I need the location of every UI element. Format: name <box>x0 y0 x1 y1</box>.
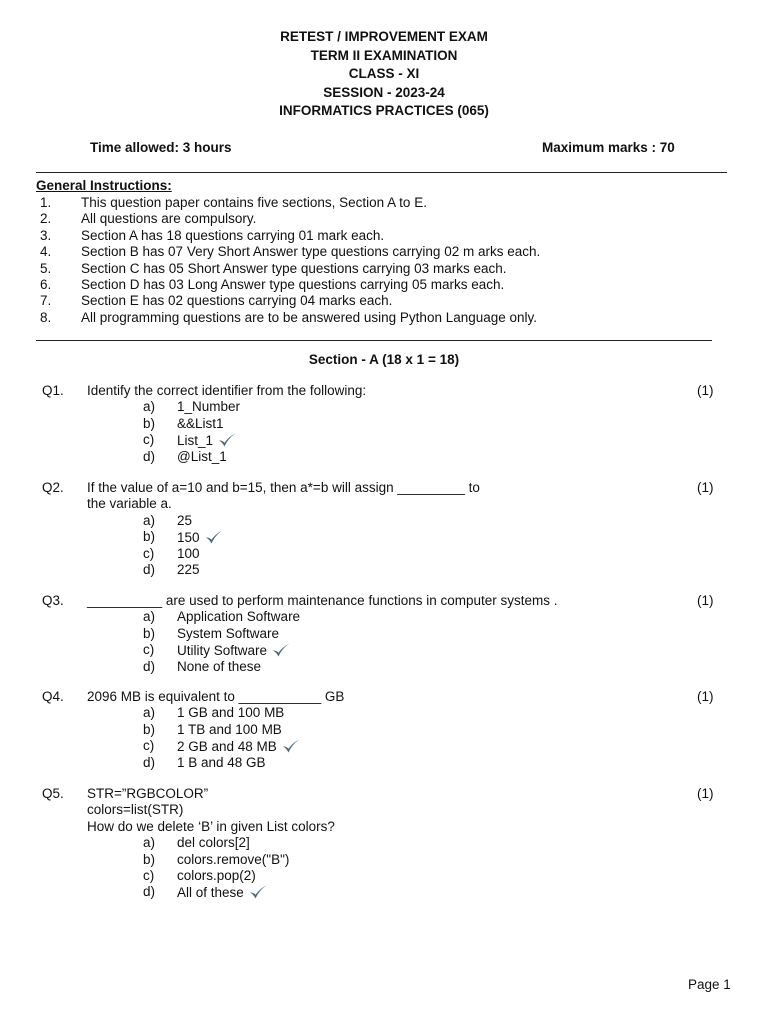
option-label: a) <box>143 512 156 528</box>
option-text: Utility Software <box>177 643 268 659</box>
maximum-marks: Maximum marks : 70 <box>542 140 675 155</box>
option <box>177 562 200 578</box>
option-label: d) <box>143 884 156 900</box>
instruction-number: 7. <box>40 293 52 309</box>
instruction-item <box>40 244 740 260</box>
option <box>177 755 266 771</box>
option-label: b) <box>143 529 156 545</box>
option-label: a) <box>143 609 156 625</box>
option-label: d) <box>143 448 156 464</box>
option-label: c) <box>143 738 155 754</box>
option <box>177 546 200 562</box>
exam-title: RETEST / IMPROVEMENT EXAM <box>280 29 488 44</box>
correct-answer-check-icon <box>248 884 268 900</box>
option <box>177 738 301 755</box>
instruction-text: Section D has 03 Long Answer type questions carrying 05 marks each. <box>81 276 505 292</box>
option-text: 1 GB and 100 MB <box>177 705 285 721</box>
option-text: 25 <box>177 512 193 528</box>
time-allowed: Time allowed: 3 hours <box>90 140 232 155</box>
question-text: If the value of a=10 and b=15, then a*=b will assign _________ to <box>87 480 480 495</box>
instruction-number: 3. <box>40 227 52 243</box>
option <box>177 432 237 449</box>
option <box>177 642 291 659</box>
question-marks: (1) <box>697 593 714 608</box>
question-number: Q5. <box>42 786 64 801</box>
option-label: b) <box>143 625 156 641</box>
option-label: d) <box>143 562 156 577</box>
instruction-item <box>40 293 740 309</box>
option-label: b) <box>143 851 156 867</box>
instructions-title: General Instructions: <box>36 178 172 193</box>
question-marks: (1) <box>697 480 714 495</box>
option <box>177 626 279 642</box>
option-text: colors.remove("B") <box>177 851 290 867</box>
option-text: System Software <box>177 625 280 641</box>
exam-subject: INFORMATICS PRACTICES (065) <box>279 103 489 119</box>
exam-session: SESSION - 2023-24 <box>323 84 445 100</box>
option-text: @List_1 <box>177 448 227 464</box>
instruction-text: All questions are compulsory. <box>81 211 257 227</box>
section-a-title: Section - A (18 x 1 = 18) <box>308 352 460 367</box>
correct-answer-check-icon <box>204 529 224 545</box>
option-label: b) <box>143 415 156 431</box>
option <box>177 884 268 901</box>
option-label: d) <box>143 754 156 770</box>
question-number: Q4. <box>42 689 64 704</box>
option <box>177 416 224 432</box>
option-label: d) <box>143 658 156 674</box>
exam-term: TERM II EXAMINATION <box>310 47 458 63</box>
instruction-text: Section A has 18 questions carrying 01 mark each. <box>81 227 385 243</box>
instructions-divider <box>36 340 712 341</box>
instruction-number: 5. <box>40 260 52 276</box>
option <box>177 835 250 851</box>
option-text: colors.pop(2) <box>177 868 256 883</box>
option <box>177 513 192 529</box>
question-marks: (1) <box>697 383 714 398</box>
option-label: c) <box>143 868 155 883</box>
instructions-list <box>40 195 740 326</box>
correct-answer-check-icon <box>271 642 291 658</box>
option-text: 100 <box>177 545 200 561</box>
option-text: 150 <box>177 530 200 546</box>
instruction-item <box>40 228 740 244</box>
instruction-item <box>40 310 740 326</box>
option-text: &&List1 <box>177 415 224 431</box>
question-number: Q1. <box>42 383 64 398</box>
option-label: a) <box>143 399 156 415</box>
option-text: All of these <box>177 885 244 901</box>
instruction-number: 4. <box>40 244 52 260</box>
question-text: STR=”RGBCOLOR” <box>87 786 209 801</box>
option <box>177 722 282 738</box>
option-text: 1_Number <box>177 399 241 415</box>
instruction-number: 2. <box>40 211 52 227</box>
option <box>177 529 224 546</box>
instruction-text: Section B has 07 Very Short Answer type questions carrying 02 m arks each. <box>81 244 541 260</box>
option <box>177 399 240 415</box>
question-text: Identify the correct identifier from the following: <box>87 383 367 398</box>
question-text: How do we delete ‘B’ in given List colors? <box>87 818 335 834</box>
correct-answer-check-icon <box>217 432 237 448</box>
instruction-item <box>40 277 740 293</box>
exam-class: CLASS - XI <box>348 66 420 82</box>
option-label: b) <box>143 721 156 737</box>
option-label: c) <box>143 642 155 658</box>
question-text: 2096 MB is equivalent to ___________ GB <box>87 689 345 704</box>
header-divider <box>36 172 727 173</box>
option <box>177 852 289 868</box>
correct-answer-check-icon <box>281 738 301 754</box>
question-marks: (1) <box>697 786 714 801</box>
option-label: a) <box>143 835 156 851</box>
question-marks: (1) <box>697 689 714 704</box>
option-text: 2 GB and 48 MB <box>177 739 277 755</box>
page-number: Page 1 <box>688 977 731 992</box>
instruction-item <box>40 261 740 277</box>
question-number: Q2. <box>42 480 64 495</box>
option-label: c) <box>143 545 155 561</box>
instruction-item <box>40 195 740 211</box>
option <box>177 868 256 884</box>
option-label: a) <box>143 705 156 721</box>
option-text: Application Software <box>177 609 301 625</box>
question-text: the variable a. <box>87 496 172 512</box>
option-label: c) <box>143 432 155 448</box>
instruction-text: Section C has 05 Short Answer type questions carrying 03 marks each. <box>81 260 507 276</box>
option-text: 1 B and 48 GB <box>177 754 266 770</box>
option-text: List_1 <box>177 433 214 449</box>
option-text: del colors[2] <box>177 835 250 851</box>
instruction-item <box>40 211 740 227</box>
option-text: 1 TB and 100 MB <box>177 721 282 737</box>
exam-header <box>0 28 768 121</box>
option <box>177 609 300 625</box>
instruction-number: 6. <box>40 276 52 292</box>
instruction-text: This question paper contains five sections, Section A to E. <box>81 195 427 210</box>
option-text: 225 <box>177 562 200 577</box>
question-text: __________ are used to perform maintenance functions in computer systems . <box>87 593 558 608</box>
option <box>177 659 261 675</box>
question-number: Q3. <box>42 593 64 608</box>
option <box>177 449 227 465</box>
instruction-text: All programming questions are to be answered using Python Language only. <box>81 309 538 325</box>
option <box>177 705 284 721</box>
instruction-number: 1. <box>40 195 52 210</box>
instruction-number: 8. <box>40 309 52 325</box>
option-text: None of these <box>177 658 262 674</box>
question-text: colors=list(STR) <box>87 802 184 818</box>
instruction-text: Section E has 02 questions carrying 04 marks each. <box>81 293 393 309</box>
